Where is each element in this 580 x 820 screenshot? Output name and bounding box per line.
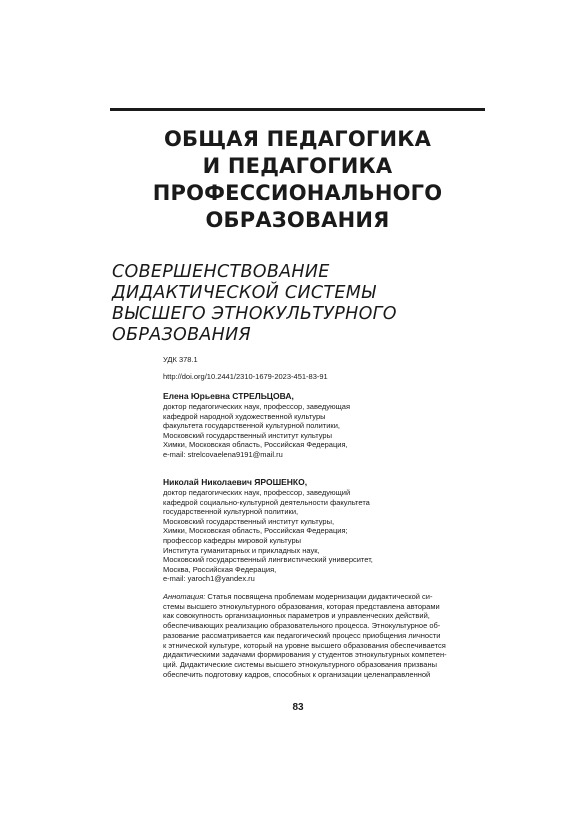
author-email[interactable]: e-mail: yaroch1@yandex.ru: [163, 574, 255, 584]
author-affiliation-line: Химки, Московская область, Российская Федерация;: [163, 526, 348, 536]
article-title-line: ОБРАЗОВАНИЯ: [112, 325, 251, 345]
abstract-line: как совокупность организационных параметров и управленческих действий,: [163, 611, 430, 621]
article-title-line: СОВЕРШЕНСТВОВАНИЕ: [112, 262, 330, 282]
abstract-line: разование рассматривается как педагогический процесс приобщения личности: [163, 630, 441, 640]
abstract-line: [163, 592, 485, 602]
author-block: [163, 477, 493, 584]
author-affiliation-line: факультета государственной культурной политики,: [163, 421, 340, 431]
section-title-line: ПРОФЕССИОНАЛЬНОГО: [152, 181, 443, 205]
page-number: 83: [292, 702, 304, 713]
abstract-line: обеспечить подготовку кадров, способных к организации целенаправленной: [163, 669, 431, 679]
author-name: Николай Николаевич ЯРОШЕНКО,: [163, 477, 308, 487]
section-title: [110, 126, 485, 234]
author-affiliation-line: кафедрой социально-культурной деятельности факультета: [163, 497, 370, 507]
abstract-line: стемы высшего этнокультурного образования, которая представлена авторами: [163, 601, 440, 611]
author-affiliation-line: профессор кафедры мировой культуры: [163, 535, 301, 545]
author-block: [163, 391, 493, 460]
article-title: [112, 262, 482, 346]
author-affiliation-line: кафедрой народной художественной культуры: [163, 411, 326, 421]
author-affiliation-line: Химки, Московская область, Российская Федерация,: [163, 440, 348, 450]
section-title-line: ОБЩАЯ ПЕДАГОГИКА: [163, 127, 432, 151]
author-email[interactable]: e-mail: strelcovaelena9191@mail.ru: [163, 449, 283, 459]
abstract-line: к этнической культуре, который на уровне высшего образования обеспечивается: [163, 640, 446, 650]
top-rule: [110, 108, 485, 111]
doi-link[interactable]: http://doi.org/10.2441/2310-1679-2023-451-83-91: [163, 372, 328, 381]
author-affiliation-line: Москва, Российская Федерация,: [163, 564, 277, 574]
article-title-line: ВЫСШЕГО ЭТНОКУЛЬТУРНОГО: [112, 304, 397, 324]
author-affiliation-line: доктор педагогических наук, профессор, заведующий: [163, 488, 351, 497]
udk-code: УДК 378.1: [163, 355, 198, 364]
abstract-line: дидактическими задачами формирования у студентов этнокультурных компетен-: [163, 650, 447, 660]
abstract-text: Статья посвящена проблемам модернизации дидактической си-: [205, 592, 433, 601]
author-affiliation-line: Московский государственный институт культуры,: [163, 516, 335, 526]
section-title-line: И ПЕДАГОГИКА: [202, 154, 393, 178]
author-name: Елена Юрьевна СТРЕЛЬЦОВА,: [163, 391, 294, 401]
author-affiliation-line: государственной культурной политики,: [163, 507, 299, 517]
abstract: [163, 592, 485, 679]
author-affiliation-line: Института гуманитарных и прикладных наук,: [163, 545, 320, 555]
author-affiliation-line: Московский государственный лингвистический университет,: [163, 555, 373, 565]
abstract-line: ций. Дидактические системы высшего этнокультурного образования призваны: [163, 659, 437, 669]
section-title-line: ОБРАЗОВАНИЯ: [205, 208, 390, 232]
abstract-line: обеспечивающих реализацию образовательного процесса. Этнокультурное об-: [163, 621, 441, 631]
author-affiliation-line: Московский государственный институт культуры: [163, 430, 332, 440]
abstract-label: Аннотация:: [163, 592, 206, 601]
article-title-line: ДИДАКТИЧЕСКОЙ СИСТЕМЫ: [112, 283, 376, 303]
author-affiliation-line: доктор педагогических наук, профессор, заведующая: [163, 402, 351, 411]
